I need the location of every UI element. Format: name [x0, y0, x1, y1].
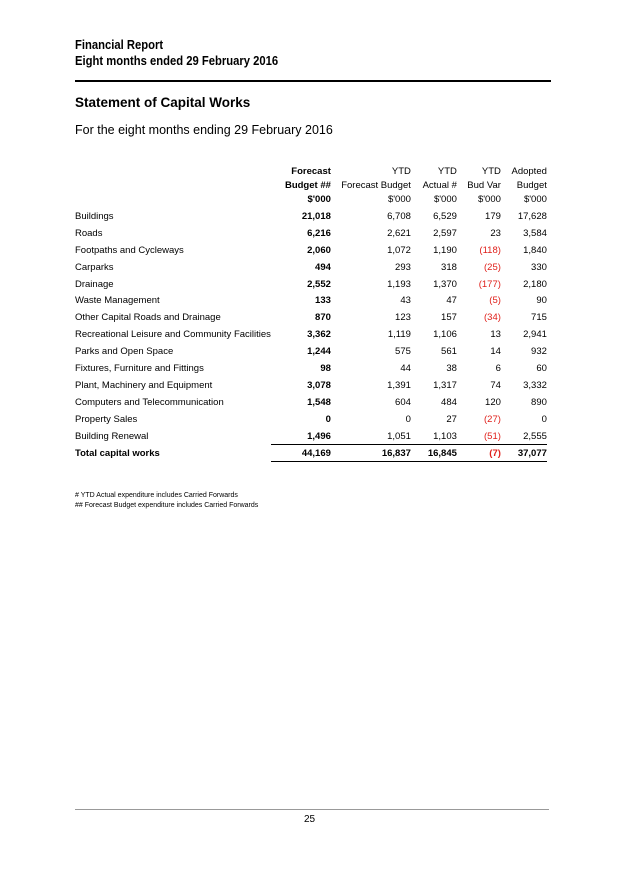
cell-ytd-forecast: 575 — [395, 346, 411, 358]
cell-adopted: 1,840 — [523, 244, 547, 256]
col-unit: $'000 — [307, 194, 331, 205]
cell-adopted: 17,628 — [517, 210, 547, 222]
table-row — [75, 276, 547, 293]
col-header: Adopted — [511, 166, 547, 177]
col-header: Budget — [516, 180, 547, 191]
footnote-forecast: ## Forecast Budget expenditure includes Carried Forwards — [75, 501, 259, 509]
cell-ytd-var: 6 — [495, 362, 501, 374]
cell-forecast: 2,060 — [307, 244, 331, 256]
cell-forecast: 3,078 — [307, 379, 331, 391]
footnote-actual: # YTD Actual expenditure includes Carried Forwards — [75, 492, 238, 499]
cell-forecast: 133 — [315, 295, 331, 307]
cell-ytd-actual: 318 — [441, 261, 457, 273]
cell-ytd-forecast: 2,621 — [387, 227, 411, 239]
header-divider — [75, 80, 551, 82]
cell-ytd-actual: 157 — [441, 312, 457, 324]
units-row — [75, 194, 547, 208]
cell-label: Buildings — [75, 210, 114, 222]
cell-forecast: 1,244 — [307, 346, 331, 358]
cell-label: Computers and Telecommunication — [75, 396, 224, 408]
table-row — [75, 208, 547, 225]
table-row — [75, 326, 547, 343]
total-row — [75, 445, 547, 462]
col-unit: $'000 — [387, 194, 411, 205]
report-header — [75, 37, 301, 69]
col-unit: $'000 — [433, 194, 457, 205]
cell-forecast: 6,216 — [307, 227, 331, 239]
cell-ytd-actual: 1,103 — [433, 430, 457, 442]
cell-ytd-var: (51) — [484, 430, 501, 442]
table-row — [75, 242, 547, 259]
cell-ytd-var: 13 — [490, 329, 501, 341]
cell-label: Waste Management — [75, 295, 160, 307]
col-header: YTD — [391, 166, 411, 177]
cell-label: Building Renewal — [75, 430, 149, 442]
col-header: Actual # — [422, 180, 457, 191]
table-row — [75, 309, 547, 326]
report-title: Financial Report — [75, 38, 164, 52]
cell-adopted: 2,941 — [523, 329, 547, 341]
cell-adopted: 3,332 — [523, 379, 547, 391]
cell-forecast: 3,362 — [307, 329, 331, 341]
cell-ytd-actual: 38 — [446, 362, 457, 374]
cell-ytd-forecast: 1,051 — [387, 430, 411, 442]
cell-ytd-actual: 561 — [441, 346, 457, 358]
cell-ytd-var: 74 — [490, 379, 501, 391]
col-header: Forecast — [291, 166, 331, 177]
cell-ytd-actual: 2,597 — [433, 227, 457, 239]
col-unit: $'000 — [523, 194, 547, 205]
section-title: Statement of Capital Works — [75, 95, 251, 110]
cell-adopted: 890 — [531, 396, 547, 408]
table-row — [75, 394, 547, 411]
page-number: 25 — [303, 814, 316, 825]
table-row — [75, 428, 547, 445]
col-header: Budget ## — [284, 180, 331, 191]
total-label: Total capital works — [75, 447, 160, 459]
cell-ytd-actual: 484 — [441, 396, 457, 408]
capital-works-table — [75, 166, 547, 462]
cell-label: Property Sales — [75, 413, 138, 425]
cell-ytd-actual: 1,106 — [433, 329, 457, 341]
table-row — [75, 292, 547, 309]
header-row-1 — [75, 166, 547, 180]
cell-ytd-var: (25) — [484, 261, 501, 273]
col-header: Bud Var — [467, 180, 501, 191]
cell-forecast: 870 — [315, 312, 331, 324]
table-row — [75, 411, 547, 428]
cell-ytd-var: (34) — [484, 312, 501, 324]
cell-adopted: 2,555 — [523, 430, 547, 442]
cell-adopted: 60 — [536, 362, 547, 374]
cell-ytd-actual: 27 — [446, 413, 457, 425]
cell-ytd-actual: 1,317 — [433, 379, 457, 391]
col-header: Forecast Budget — [341, 180, 411, 191]
cell-label: Parks and Open Space — [75, 346, 174, 358]
cell-ytd-forecast: 1,119 — [387, 329, 411, 341]
cell-ytd-var: (27) — [484, 413, 501, 425]
cell-ytd-forecast: 43 — [400, 295, 411, 307]
cell-adopted: 90 — [536, 295, 547, 307]
cell-ytd-actual: 6,529 — [433, 210, 457, 222]
cell-adopted: 330 — [531, 261, 547, 273]
cell-forecast: 494 — [315, 261, 331, 273]
col-header: YTD — [481, 166, 501, 177]
table-row — [75, 360, 547, 377]
total-forecast: 44,169 — [271, 445, 331, 462]
cell-ytd-forecast: 44 — [400, 362, 411, 374]
col-unit: $'000 — [477, 194, 501, 205]
cell-ytd-actual: 47 — [446, 295, 457, 307]
cell-forecast: 98 — [320, 362, 331, 374]
cell-ytd-forecast: 123 — [395, 312, 411, 324]
cell-adopted: 2,180 — [523, 278, 547, 290]
total-ytd-var: (7) — [457, 445, 501, 462]
footer-divider — [75, 809, 549, 810]
cell-ytd-var: 120 — [485, 396, 501, 408]
cell-ytd-forecast: 6,708 — [387, 210, 411, 222]
cell-ytd-forecast: 1,072 — [387, 244, 411, 256]
cell-adopted: 0 — [541, 413, 547, 425]
table-row — [75, 377, 547, 394]
cell-ytd-forecast: 0 — [405, 413, 411, 425]
cell-ytd-actual: 1,190 — [433, 244, 457, 256]
cell-label: Carparks — [75, 261, 114, 273]
footnotes — [75, 491, 258, 510]
total-ytd-forecast: 16,837 — [331, 445, 411, 462]
cell-ytd-var: 179 — [485, 210, 501, 222]
col-header: YTD — [437, 166, 457, 177]
cell-adopted: 3,584 — [523, 227, 547, 239]
header-row-2 — [75, 180, 547, 194]
cell-ytd-forecast: 604 — [395, 396, 411, 408]
cell-adopted: 715 — [531, 312, 547, 324]
cell-forecast: 1,496 — [307, 430, 331, 442]
cell-ytd-actual: 1,370 — [433, 278, 457, 290]
cell-ytd-forecast: 1,193 — [387, 278, 411, 290]
cell-forecast: 1,548 — [307, 396, 331, 408]
cell-ytd-forecast: 293 — [395, 261, 411, 273]
table-row — [75, 259, 547, 276]
section-subtitle: For the eight months ending 29 February 2016 — [75, 123, 333, 137]
cell-ytd-var: (177) — [478, 278, 501, 290]
cell-label: Roads — [75, 227, 103, 239]
cell-label: Recreational Leisure and Community Facilities — [75, 329, 271, 341]
cell-adopted: 932 — [531, 346, 547, 358]
cell-forecast: 21,018 — [301, 210, 331, 222]
cell-ytd-var: (5) — [489, 295, 501, 307]
report-period: Eight months ended 29 February 2016 — [75, 54, 279, 68]
cell-label: Drainage — [75, 278, 114, 290]
cell-forecast: 0 — [325, 413, 331, 425]
cell-ytd-var: 23 — [490, 227, 501, 239]
cell-ytd-forecast: 1,391 — [387, 379, 411, 391]
total-ytd-actual: 16,845 — [411, 445, 457, 462]
cell-label: Fixtures, Furniture and Fittings — [75, 362, 204, 374]
table-row — [75, 225, 547, 242]
cell-ytd-var: (118) — [479, 244, 501, 256]
total-adopted: 37,077 — [501, 445, 547, 462]
cell-forecast: 2,552 — [307, 278, 331, 290]
table-row — [75, 343, 547, 360]
cell-label: Footpaths and Cycleways — [75, 244, 184, 256]
cell-label: Plant, Machinery and Equipment — [75, 379, 213, 391]
cell-ytd-var: 14 — [490, 346, 501, 358]
table-body — [75, 208, 547, 445]
cell-label: Other Capital Roads and Drainage — [75, 312, 221, 324]
